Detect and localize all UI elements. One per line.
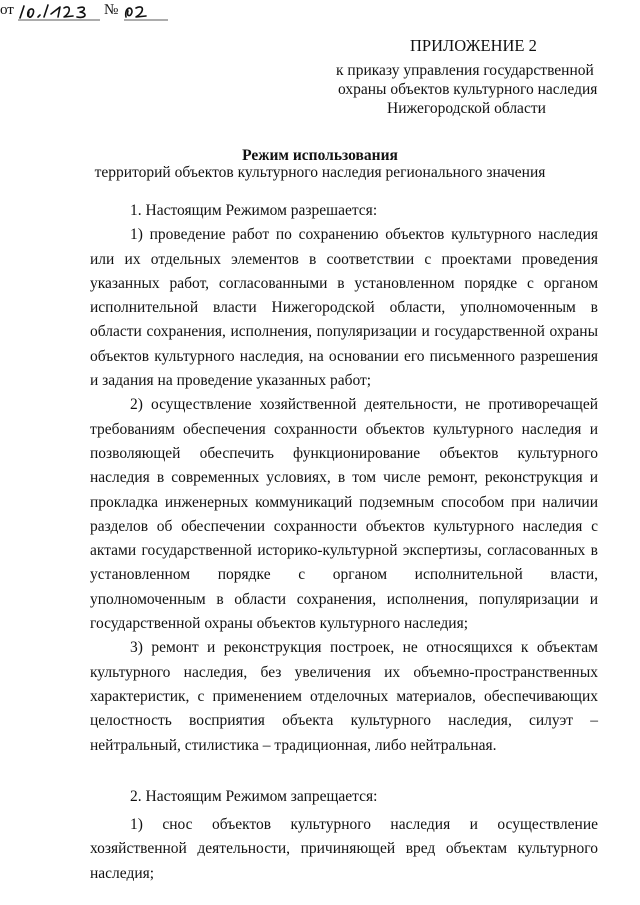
order-reference-line-3: Нижегородской области <box>387 100 546 117</box>
section-1-item-1: 1) проведение работ по сохранению объектов культурного наследия или их отдельных элементов в соответствии с проектами проведения указанных работ, согласованными в установленном порядке с органом исполнительной власти Нижегородской области, уполномоченным в области сохранения, исполнения, популяризации и государственной охраны объектов культурного наследия, на основании его письменного разрешения и задания на проведение указанных работ; <box>90 226 598 390</box>
document-body <box>90 199 598 886</box>
order-date-number <box>0 0 220 26</box>
section-1-item-3: 3) ремонт и реконструкция построек, не относящихся к объектам культурного наследия, без увеличения их объемно-пространственных характеристик, с применением отделочных материалов, обеспечивающих целостность восприятия объекта культурного наследия, силуэт – нейтральный, стилистика – традиционная, либо нейтральная. <box>90 639 598 754</box>
section-1-heading: 1. Настоящим Режимом разрешается: <box>130 202 378 219</box>
page-title: Режим использования <box>242 147 398 164</box>
appendix-label: ПРИЛОЖЕНИЕ 2 <box>410 36 537 55</box>
section-2-item-1: 1) снос объектов культурного наследия и осуществление хозяйственной деятельности, причиняющей вред объектам культурного наследия; <box>90 816 598 882</box>
order-reference-line-1: к приказу управления государственной <box>336 62 594 79</box>
page-subtitle: территорий объектов культурного наследия регионального значения <box>94 164 546 181</box>
handwritten-date-and-number <box>0 0 220 26</box>
number-prefix: № <box>104 2 119 18</box>
section-1-item-2: 2) осуществление хозяйственной деятельности, не противоречащей требованиям обеспечения сохранности объектов культурного наследия и позволяющей обеспечить функционирование объектов культурного наследия в современных условиях, в том числе ремонт, реконструкция и прокладка инженерных коммуникаций подземным способом при наличии разделов об обеспечении сохранности объектов культурного наследия с актами государственной историко-культурной экспертизы, согласованных в установленном порядке с органом исполнительной власти, уполномоченным в области сохранения, исполнения, популяризации и государственной охраны объектов культурного наследия; <box>90 396 598 633</box>
section-2-heading: 2. Настоящим Режимом запрещается: <box>130 787 378 805</box>
date-prefix: от <box>0 2 14 18</box>
order-reference-line-2: охраны объектов культурного наследия <box>338 81 598 98</box>
